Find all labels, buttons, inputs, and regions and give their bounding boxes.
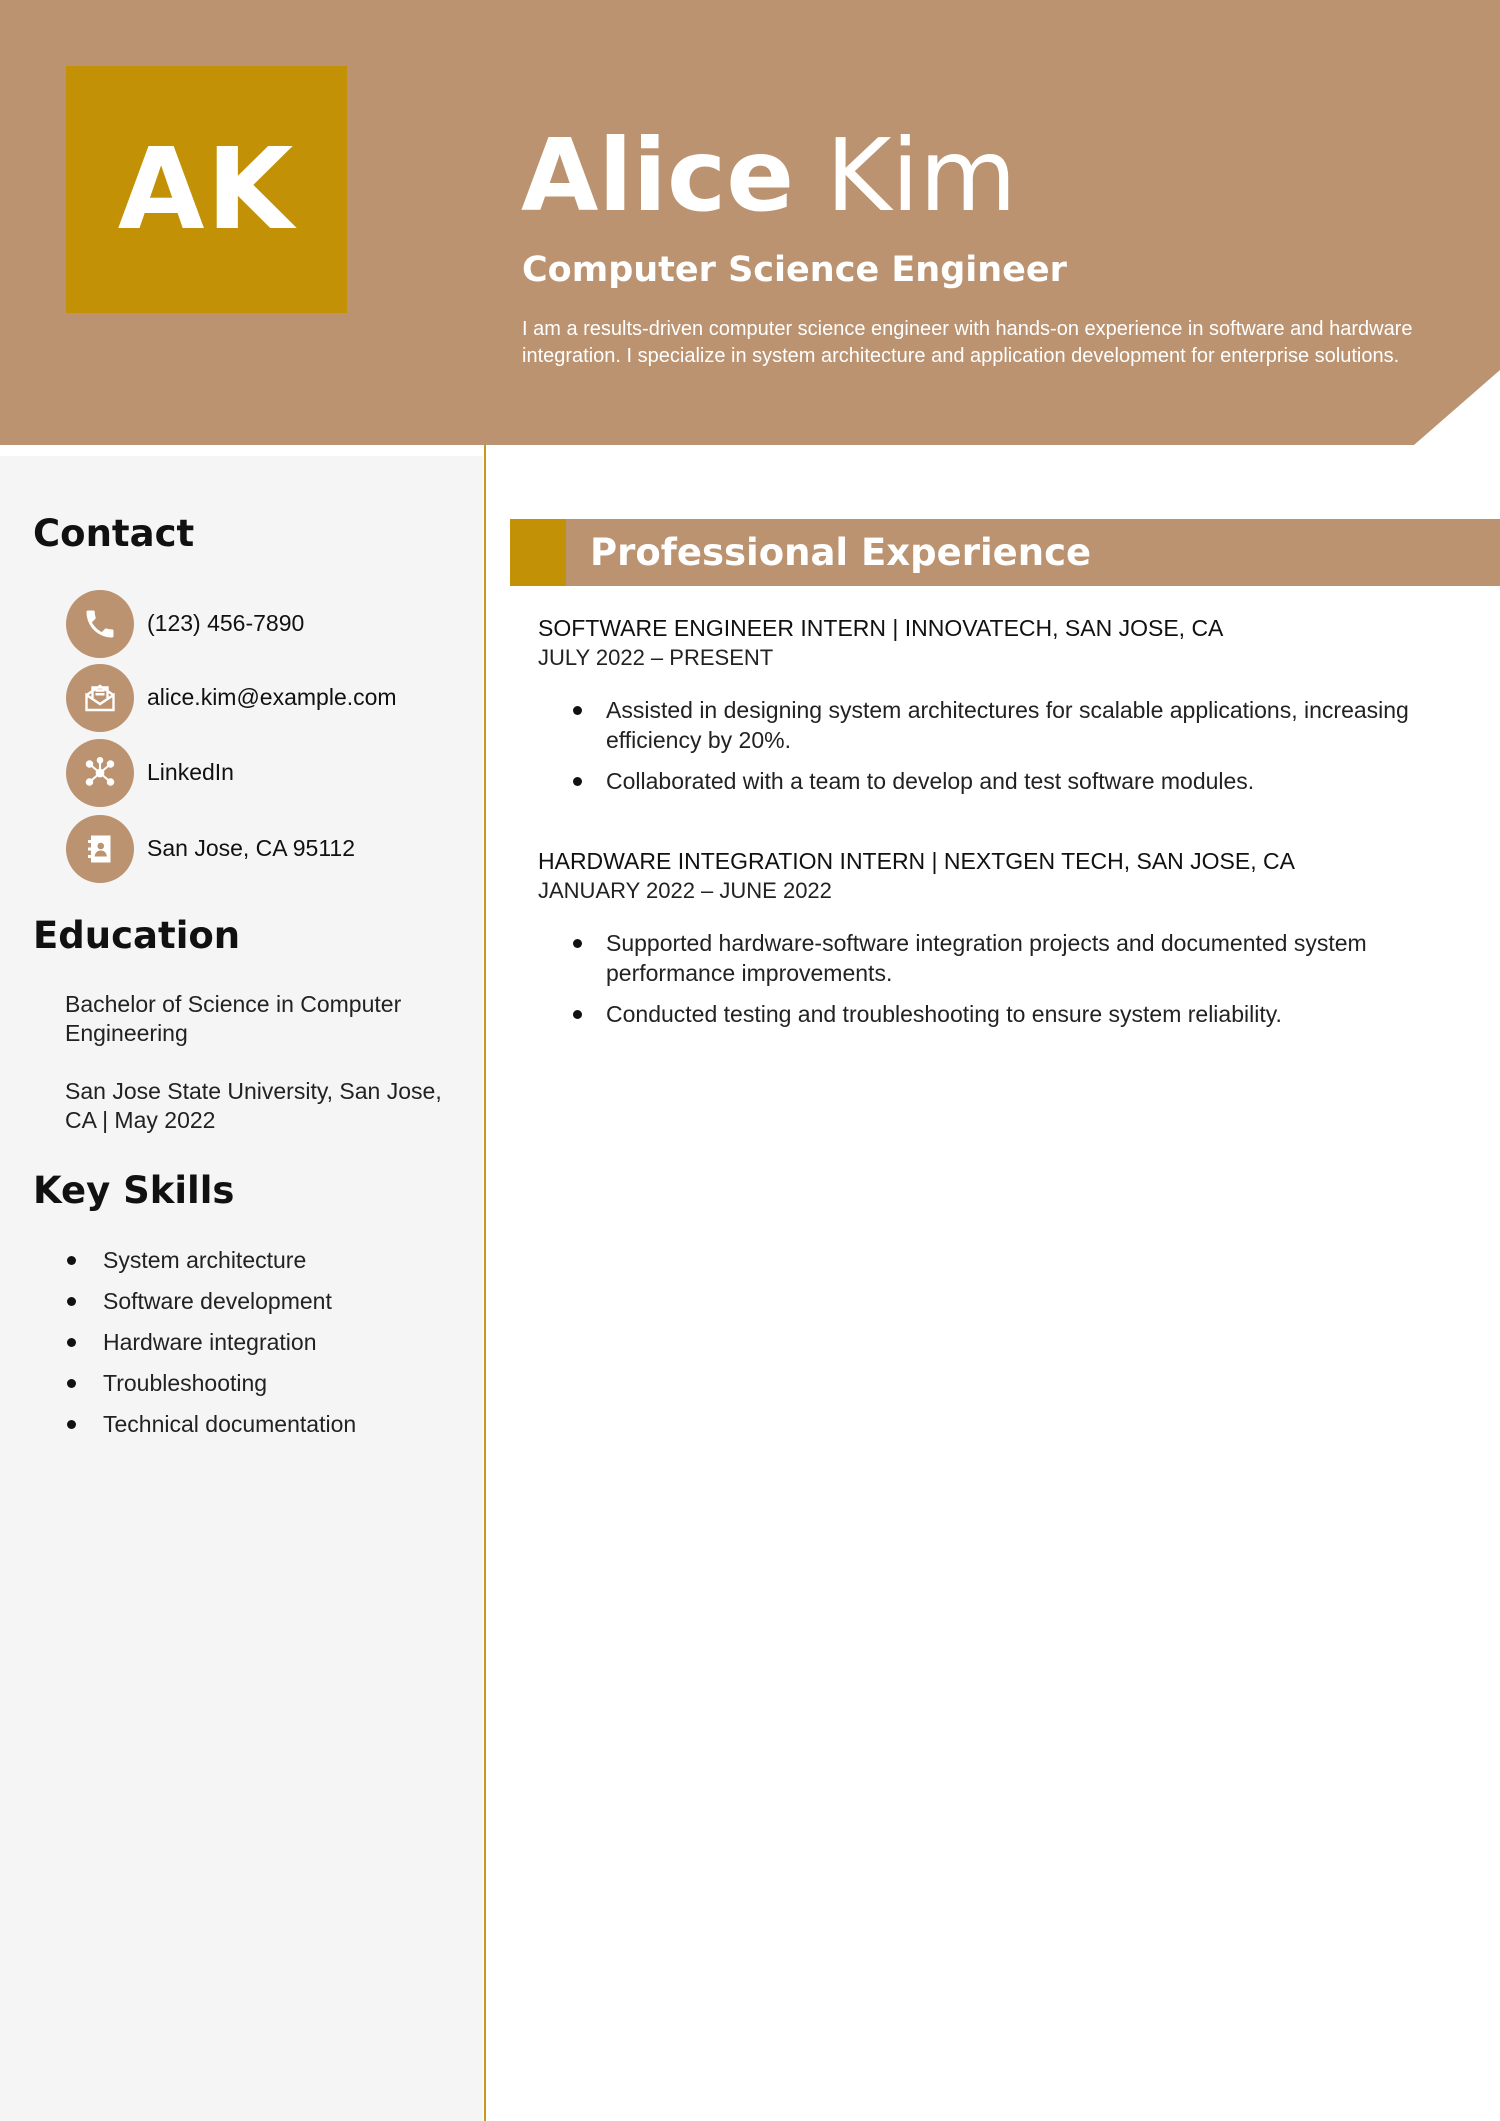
job-title-line: HARDWARE INTEGRATION INTERN | NEXTGEN TECH, SAN JOSE, CA bbox=[538, 848, 1295, 874]
contact-address bbox=[66, 815, 466, 883]
profile-summary: I am a results-driven computer science engineer with hands-on experience in software and hardware integration. I specialize in system architecture and application development for enterprise solutions. bbox=[522, 318, 1413, 367]
contact-phone bbox=[66, 590, 466, 658]
job-bullets bbox=[538, 695, 1478, 796]
column-divider bbox=[484, 445, 486, 2121]
contact-phone-text: (123) 456-7890 bbox=[147, 610, 305, 636]
network-icon bbox=[66, 739, 134, 807]
experience-heading: Professional Experience bbox=[590, 531, 1092, 574]
job-dates: JULY 2022 – PRESENT bbox=[538, 645, 774, 670]
address-book-icon bbox=[66, 815, 134, 883]
list-item: Assisted in designing system architectures for scalable applications, increasing efficiency by 20%. bbox=[538, 695, 1458, 755]
contact-address-text: San Jose, CA 95112 bbox=[147, 835, 355, 861]
heading-accent-block bbox=[510, 519, 566, 586]
contact-linkedin-text[interactable]: LinkedIn bbox=[147, 759, 234, 785]
list-item: System architecture bbox=[66, 1245, 356, 1286]
job-entry-1 bbox=[538, 613, 1478, 807]
education-school: San Jose State University, San Jose, CA | May 2022 bbox=[65, 1078, 442, 1133]
education-degree: Bachelor of Science in Computer Engineering bbox=[65, 991, 402, 1046]
monogram-badge bbox=[66, 66, 347, 313]
education-heading: Education bbox=[33, 914, 241, 957]
list-item: Troubleshooting bbox=[66, 1368, 356, 1409]
monogram-initials: AK bbox=[117, 124, 296, 255]
phone-icon bbox=[66, 590, 134, 658]
header-corner-cut bbox=[1414, 370, 1500, 445]
job-entry-2 bbox=[538, 846, 1478, 1040]
contact-email[interactable] bbox=[66, 664, 466, 732]
list-item: Technical documentation bbox=[66, 1409, 356, 1450]
list-item: Hardware integration bbox=[66, 1327, 356, 1368]
person-name bbox=[521, 116, 1017, 236]
list-item: Supported hardware-software integration projects and documented system performance improvements. bbox=[538, 928, 1458, 988]
list-item: Collaborated with a team to develop and test software modules. bbox=[538, 766, 1458, 796]
contact-heading: Contact bbox=[33, 512, 195, 555]
list-item: Conducted testing and troubleshooting to ensure system reliability. bbox=[538, 999, 1458, 1029]
contact-email-text[interactable]: alice.kim@example.com bbox=[147, 684, 397, 710]
last-name: Kim bbox=[825, 117, 1017, 234]
contact-linkedin[interactable] bbox=[66, 739, 466, 807]
job-bullets bbox=[538, 928, 1478, 1029]
first-name: Alice bbox=[521, 117, 795, 234]
skills-heading: Key Skills bbox=[33, 1169, 235, 1212]
envelope-icon bbox=[66, 664, 134, 732]
job-title-line: SOFTWARE ENGINEER INTERN | INNOVATECH, SAN JOSE, CA bbox=[538, 615, 1224, 641]
skills-list bbox=[66, 1245, 356, 1450]
experience-heading-bar bbox=[510, 519, 1500, 586]
header-banner bbox=[0, 0, 1500, 445]
job-title: Computer Science Engineer bbox=[522, 250, 1067, 290]
list-item: Software development bbox=[66, 1286, 356, 1327]
job-dates: JANUARY 2022 – JUNE 2022 bbox=[538, 878, 832, 903]
